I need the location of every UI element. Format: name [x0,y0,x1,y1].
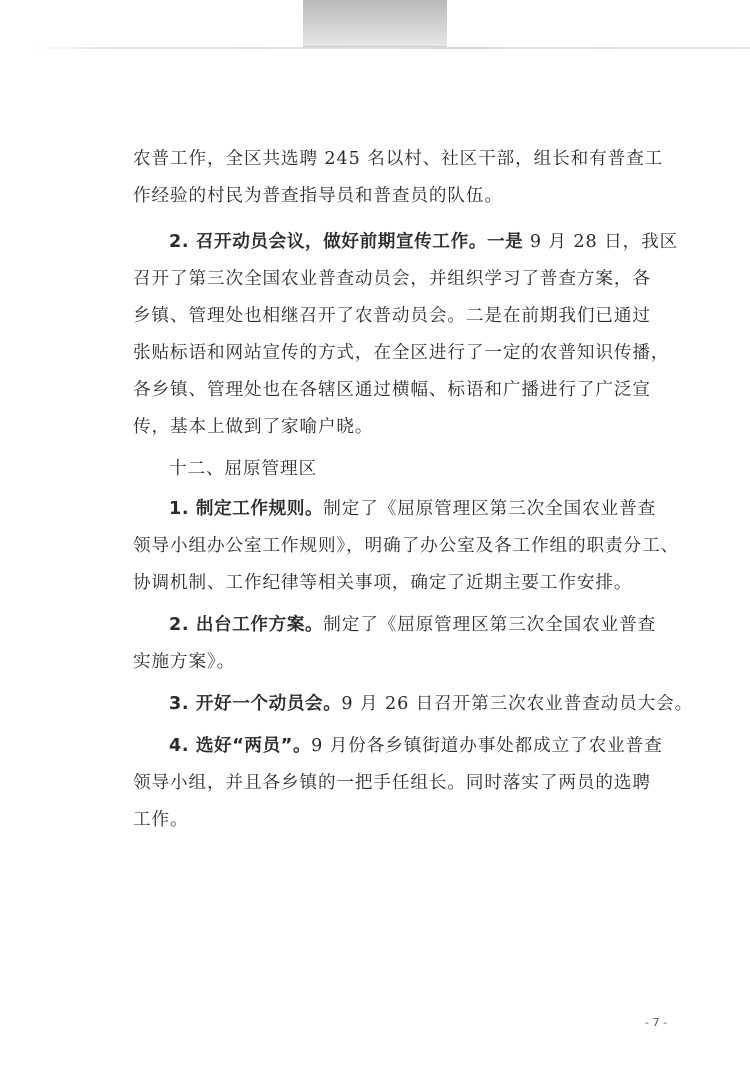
heading-mobilization: 3. 开好一个动员会。 [169,694,342,714]
line-10-rest: 制定了《屈原管理区第三次全国农业普查 [323,499,657,519]
inline-bold-yishi: 一是 [486,232,524,252]
text-line-5: 乡镇、管理处也相继召开了农普动员会。二是在前期我们已通过 [133,306,651,326]
text-line-12: 协调机制、工作纪律等相关事项，确定了近期主要工作安排。 [133,573,633,593]
text-line-11: 领导小组办公室工作规则》，明确了办公室及各工作组的职责分工、 [133,536,680,556]
scan-binder-tab [303,0,447,47]
text-line-17: 领导小组，并且各乡镇的一把手任组长。同时落实了两员的选聘 [133,773,651,793]
text-line-13 [169,613,656,637]
text-line-4: 召开了第三次全国农业普查动员会，并组织学习了普查方案，各 [133,269,651,289]
text-line-16 [169,734,663,758]
text-line-3 [169,230,678,254]
section-heading-quyuan: 十二、屈原管理区 [169,459,317,479]
page-number: - 7 - [645,1016,667,1029]
text-line-18: 工作。 [133,810,189,830]
heading-work-plan: 2. 出台工作方案。 [169,615,324,635]
text-line-7: 各乡镇、管理处也在各辖区通过横幅、标语和广播进行了广泛宣 [133,380,651,400]
heading-convene-meeting: 2. 召开动员会议，做好前期宣传工作。 [169,232,487,252]
line-13-rest: 制定了《屈原管理区第三次全国农业普查 [323,615,657,635]
line-3-rest: 9 月 28 日，我区 [523,232,679,252]
text-line-8: 传，基本上做到了家喻户晓。 [133,417,374,437]
text-line-10 [169,497,656,521]
text-line-14: 实施方案》。 [133,652,236,672]
scan-page-edge [30,47,750,49]
text-line-2: 作经验的村民为普查指导员和普查员的队伍。 [133,186,503,206]
heading-select-two-staff: 4. 选好“两员”。 [169,736,312,756]
text-line-6: 张贴标语和网站宣传的方式，在全区进行了一定的农普知识传播， [133,343,670,363]
text-line-1: 农普工作，全区共选聘 245 名以村、社区干部，组长和有普查工 [133,149,664,169]
text-line-15 [169,692,693,716]
line-16-rest: 9 月份各乡镇街道办事处都成立了农业普查 [311,736,663,756]
line-15-rest: 9 月 26 日召开第三次农业普查动员大会。 [341,694,694,714]
heading-work-rules: 1. 制定工作规则。 [169,499,324,519]
